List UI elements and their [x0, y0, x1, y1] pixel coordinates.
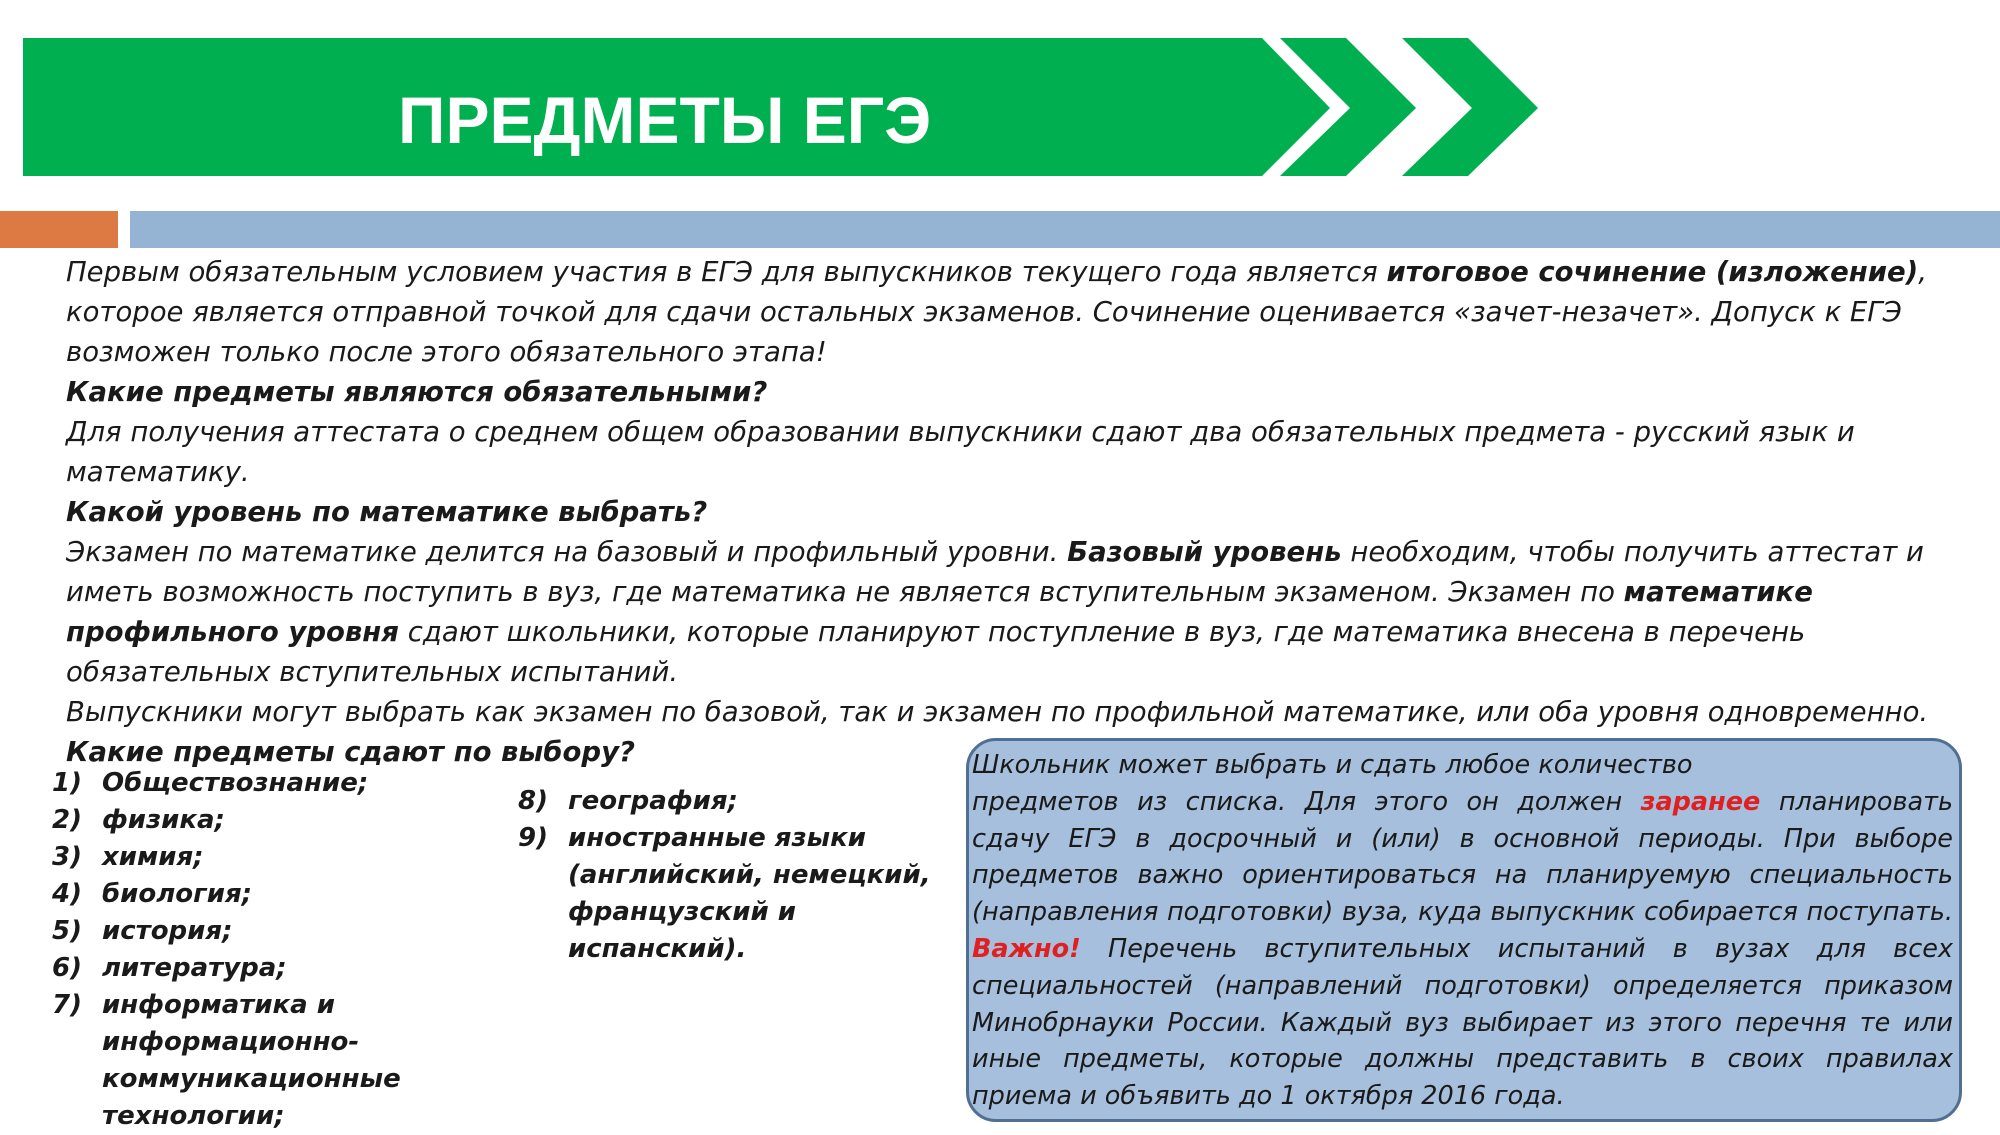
blue-accent-bar	[130, 211, 2000, 248]
list-item: 9) иностранные языки (английский, немецкий, французский и испанский).	[518, 823, 931, 964]
header-banner	[0, 0, 2000, 200]
main-text	[66, 252, 1946, 772]
subjects-list-left	[52, 765, 401, 1135]
subjects-list-right	[518, 783, 938, 968]
info-note-box	[966, 738, 1962, 1122]
answer-both-levels: Выпускники могут выбрать как экзамен по базовой, так и экзамен по профильной математике, или оба уровня одновременно.	[66, 696, 1929, 728]
list-item: 1) Обществознание;	[52, 768, 369, 798]
question-math-level: Какой уровень по математике выбрать?	[66, 496, 708, 528]
emphasis-advance: заранее	[1640, 786, 1761, 817]
list-item: 4) биология;	[52, 879, 253, 909]
banner-chevron-2	[1402, 38, 1538, 176]
note-first-line: Школьник может выбрать и сдать любое количество	[972, 750, 1693, 780]
emphasis-important: Важно!	[972, 933, 1081, 964]
question-elective: Какие предметы сдают по выбору?	[66, 736, 635, 768]
answer-mandatory: Для получения аттестата о среднем общем образовании выпускники сдают два обязательных предмета - русский язык и математику.	[66, 416, 1855, 488]
list-item: 7) информатика и информационно-коммуникационные технологии;	[52, 990, 401, 1131]
list-item: 6) литература;	[52, 953, 287, 983]
list-item: 8) география;	[518, 786, 738, 816]
question-mandatory: Какие предметы являются обязательными?	[66, 376, 768, 408]
note-body: предметов из списка. Для этого он должен заранее планировать сдачу ЕГЭ в досрочный и (или) в основной периоды. При выборе предметов важно ориентироваться на планируемую специальность (направления подготовки) вуза, куда выпускник собирается поступать. Важно! Перечень вступительных испытаний в вузах для всех специальностей (направлений подготовки) определяется приказом Минобрнауки России. Каждый вуз выбирает из этого перечня те или иные предметы, которые должны представить в своих правилах приема и объявить до 1 октября 2016 года.	[972, 786, 1953, 1112]
answer-math-level: Экзамен по математике делится на базовый и профильный уровни. Базовый уровень необходим, чтобы получить аттестат и иметь возможность поступить в вуз, где математика не является вступительным экзаменом. Экзамен по математике профильного уровня сдают школьники, которые планируют поступление в вуз, где математика внесена в перечень обязательных вступительных испытаний.	[66, 536, 1924, 688]
list-item: 2) физика;	[52, 805, 225, 835]
page-title: ПРЕДМЕТЫ ЕГЭ	[398, 83, 932, 157]
list-item: 3) химия;	[52, 842, 204, 872]
list-item: 5) история;	[52, 916, 233, 946]
intro-paragraph: Первым обязательным условием участия в ЕГЭ для выпускников текущего года является итоговое сочинение (изложение), которое является отправной точкой для сдачи остальных экзаменов. Сочинение оценивается «зачет-незачет». Допуск к ЕГЭ возможен только после этого обязательного этапа!	[66, 256, 1927, 368]
orange-accent-bar	[0, 211, 118, 248]
